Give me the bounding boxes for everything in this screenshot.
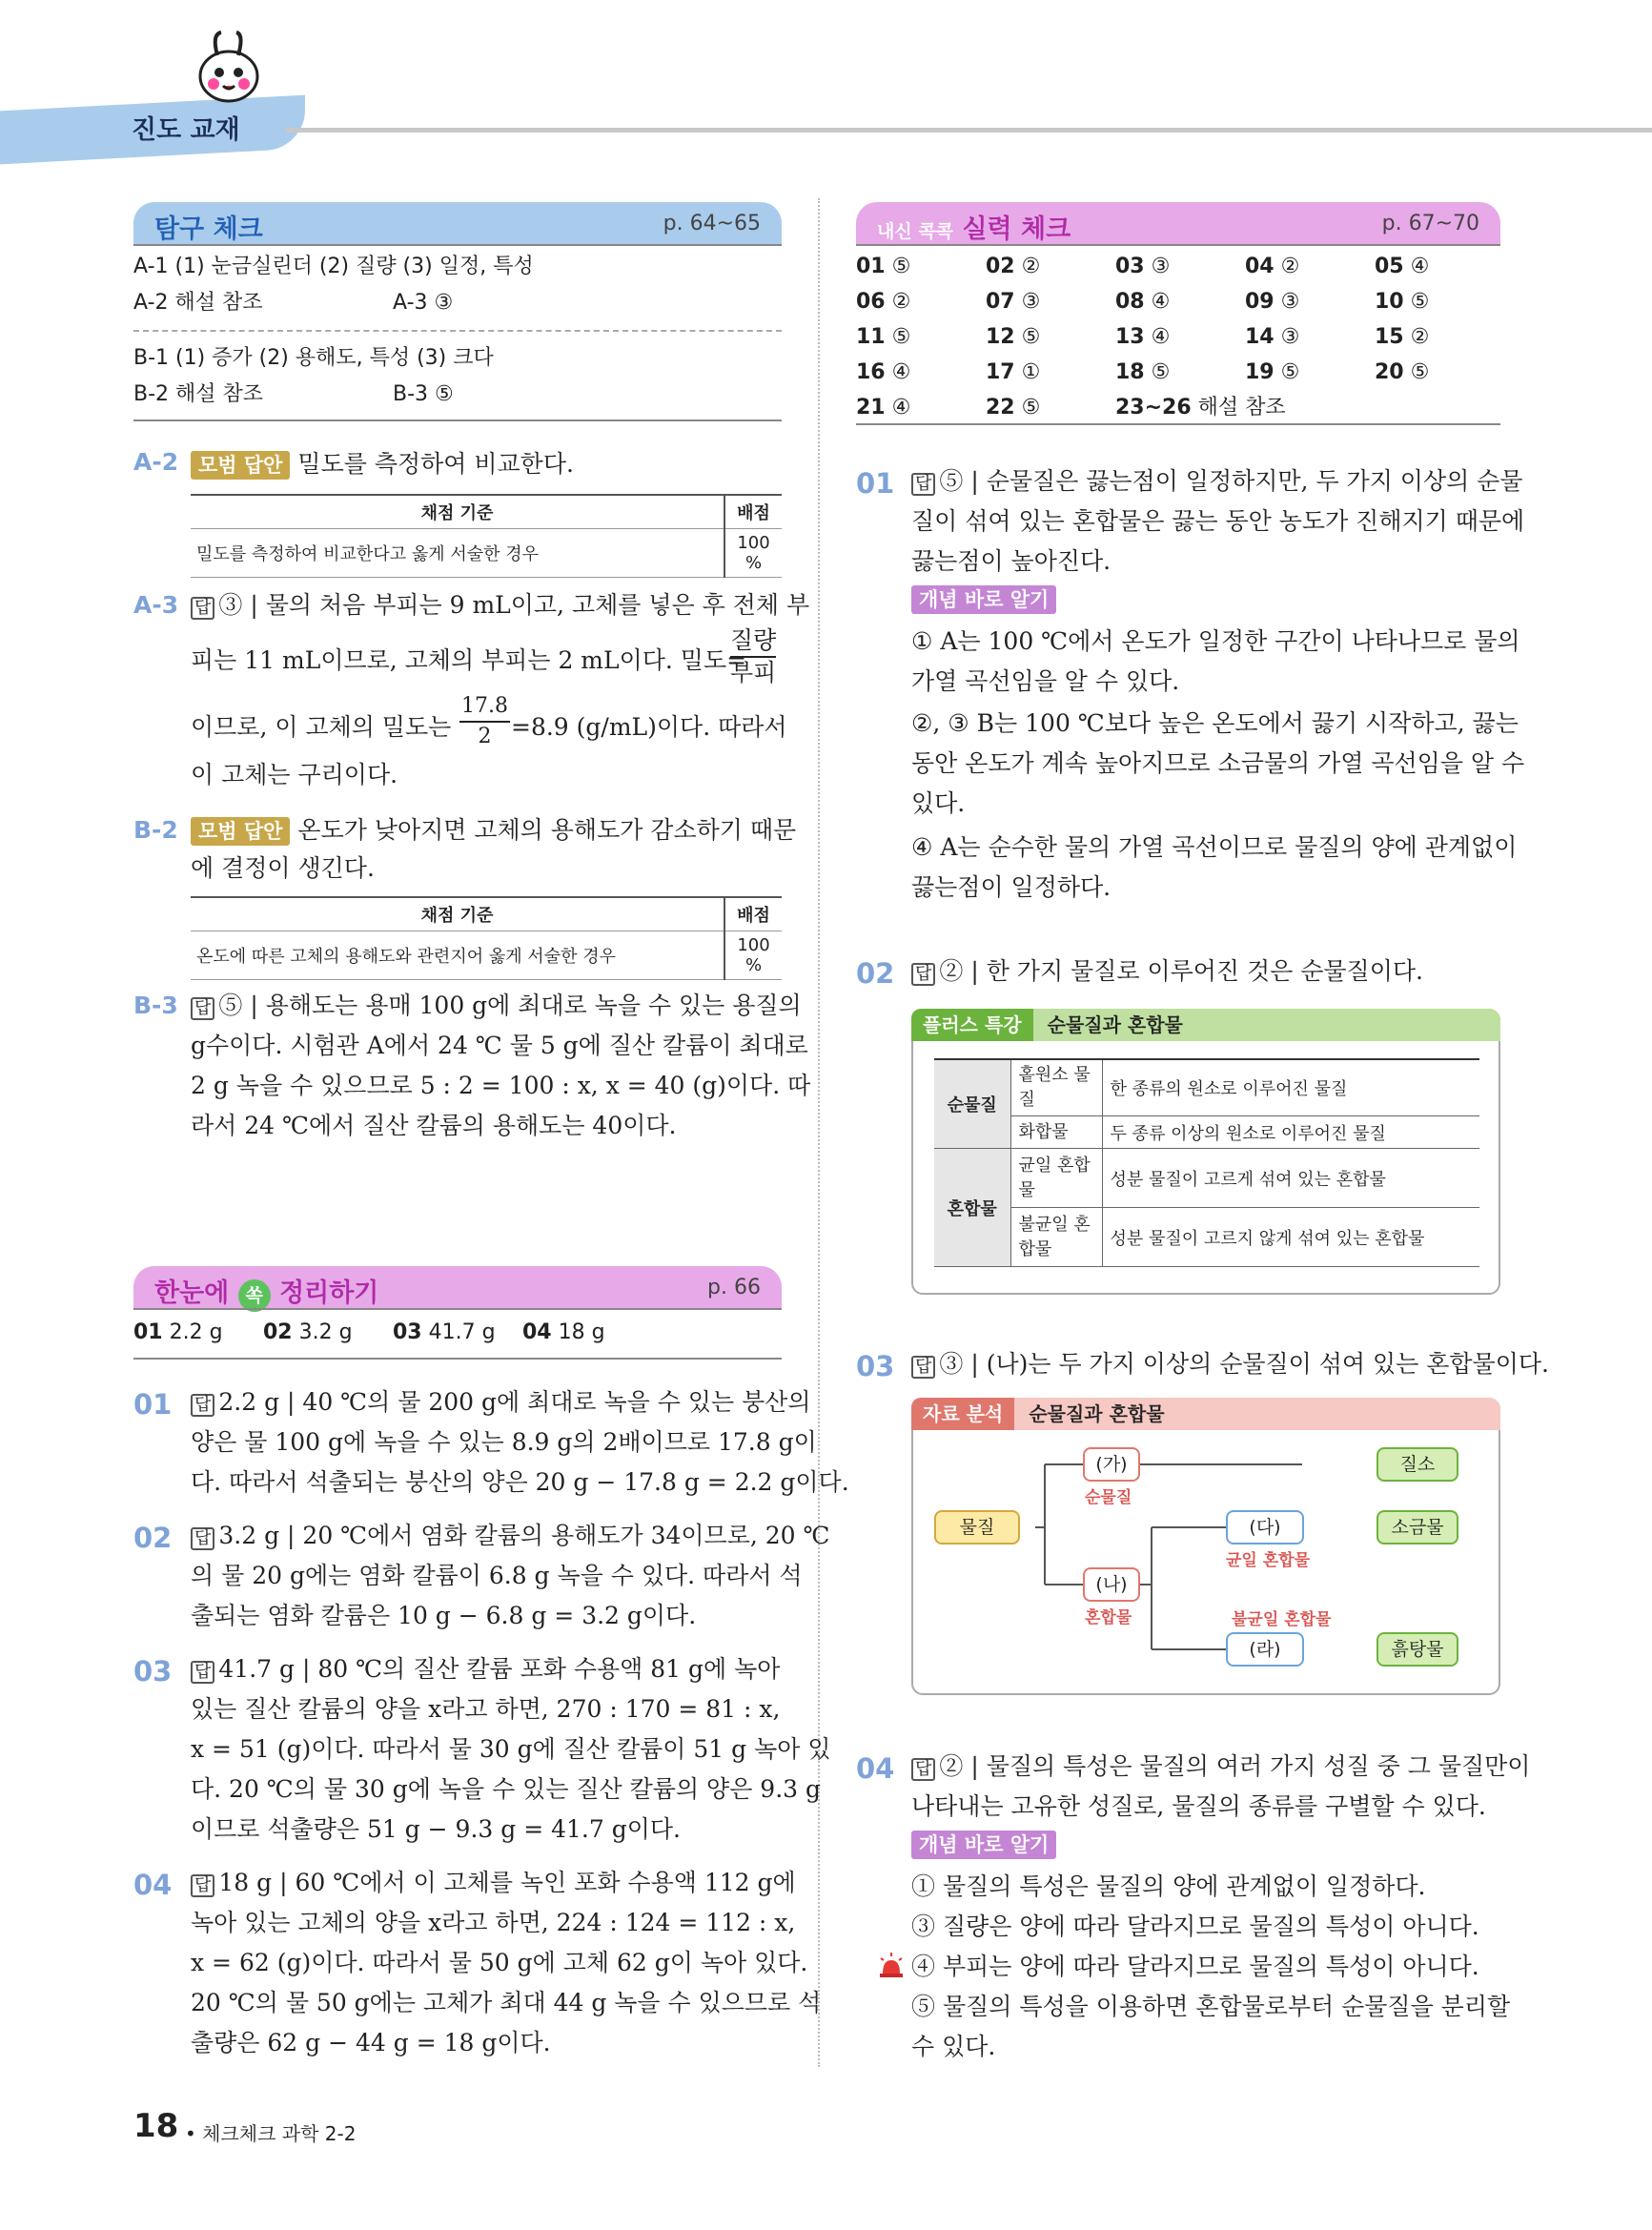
skill-answer (1115, 391, 1286, 425)
skill-answer-val: ⑤ (1021, 325, 1041, 349)
skill-answer-num: 14 (1245, 325, 1275, 349)
node-substance: 물질 (934, 1510, 1020, 1545)
answer-mark: 답 (191, 597, 214, 620)
r01-line: 끓는점이 높아진다. (911, 547, 1112, 575)
skill-answer (1375, 285, 1429, 319)
question-number: B-3 (133, 992, 178, 1019)
b3-text: ⑤ | 용해도는 용매 100 g에 최대로 녹을 수 있는 용질의 (218, 992, 802, 1019)
summary-q-text: 3.2 g | 20 ℃에서 염화 칼륨의 용해도가 34이므로, 20 ℃ (218, 1522, 830, 1549)
skill-answer (1115, 356, 1170, 390)
skill-answer-val: ⑤ (1151, 360, 1171, 384)
summary-title-part: 정리하기 (279, 1279, 379, 1308)
skill-answer-num: 06 (856, 290, 886, 314)
summary-q-line: 의 물 20 g에는 염화 칼륨이 6.8 g 녹을 수 있다. 따라서 석 (191, 1562, 803, 1589)
score-value: 100 % (724, 931, 782, 980)
skill-title (877, 208, 1071, 245)
skill-answer-num: 21 (856, 396, 886, 419)
skill-answer-num: 04 (1245, 255, 1275, 278)
summary-q-line: x = 51 (g)이다. 따라서 물 30 g에 질산 칼륨이 51 g 녹아 있 (191, 1735, 831, 1763)
concept-badge (911, 585, 1056, 614)
summary-answer-val: 18 g (558, 1320, 605, 1344)
plus-desc: 성분 물질이 고르게 섞여 있는 혼합물 (1102, 1149, 1479, 1208)
skill-answer-num: 23~26 (1115, 396, 1192, 419)
skill-answer-val: ③ (1280, 290, 1300, 314)
answer-mark: 답 (191, 1527, 214, 1550)
summary-pages: p. 66 (707, 1276, 761, 1299)
skill-answer-num: 05 (1375, 255, 1404, 278)
summary-rule (133, 1308, 782, 1310)
fraction-bottom: 2 (478, 725, 492, 748)
footer-book-title: 체크체크 과학 2-2 (202, 2122, 357, 2145)
skill-answer-val: ② (1410, 325, 1430, 349)
concept-badge (911, 1831, 1056, 1859)
skill-bar (856, 202, 1500, 244)
skill-answer-val: ③ (1021, 290, 1041, 314)
summary-q-text: 41.7 g | 80 ℃의 질산 칼륨 포화 수용액 81 g에 녹아 (218, 1655, 781, 1683)
r01-note: ④ A는 순수한 물의 가열 곡선이므로 물질의 양에 관계없이 (911, 833, 1518, 861)
skill-answer-val: ② (1021, 255, 1041, 278)
skill-answer-val: 해설 참조 (1197, 396, 1286, 419)
node-ga: (가) (1083, 1447, 1140, 1482)
summary-title-part: 한눈에 (154, 1279, 230, 1308)
skill-rule (856, 244, 1500, 246)
skill-answer-val: ⑤ (1410, 290, 1430, 314)
question-number: 04 (856, 1752, 895, 1785)
question-number: 02 (133, 1522, 173, 1554)
b2-text: 온도가 낮아지면 고체의 용해도가 감소하기 때문 (297, 816, 797, 844)
summary-answer-num: 04 (522, 1320, 552, 1344)
summary-q-line: 다. 20 ℃의 물 30 g에 녹을 수 있는 질산 칼륨의 양은 9.3 g (191, 1775, 822, 1803)
skill-answer-num: 03 (1115, 255, 1145, 278)
skill-answer (1375, 250, 1429, 284)
plus-cat: 혼합물 (934, 1149, 1010, 1267)
a3-text: 피는 11 mL이므로, 고체의 부피는 2 mL이다. 밀도= (191, 646, 747, 674)
summary-answer (133, 1316, 223, 1350)
skill-answer-val: ④ (1151, 290, 1171, 314)
question-number: B-2 (133, 816, 178, 844)
caption-homogeneous: 균일 혼합물 (1226, 1551, 1311, 1570)
answer-mark: 답 (191, 1394, 214, 1417)
question-number: 03 (133, 1655, 173, 1688)
question-number: A-3 (133, 591, 179, 619)
score-header: 채점 기준 (191, 495, 724, 529)
skill-answer (986, 356, 1040, 390)
plus-sub: 화합물 (1010, 1116, 1102, 1149)
skill-answer (1115, 250, 1170, 284)
r01-note: ②, ③ B는 100 ℃보다 높은 온도에서 끓기 시작하고, 끓는 (911, 709, 1519, 737)
skill-answer-num: 08 (1115, 290, 1145, 314)
skill-answer-num: 20 (1375, 360, 1404, 384)
r04-line: 나타내는 고유한 성질로, 물질의 종류를 구별할 수 있다. (911, 1792, 1486, 1820)
r04-line (911, 1747, 1530, 1787)
b3-line: 2 g 녹을 수 있으므로 5 : 2 = 100 : x, x = 40 (g)이다. 따 (191, 1072, 811, 1099)
skill-answer-val: ⑤ (891, 325, 911, 349)
summary-q-line: 있는 질산 칼륨의 양을 x라고 하면, 270 : 170 = 81 : x, (191, 1695, 781, 1723)
summary-answer (263, 1316, 353, 1350)
skill-answer-val: ④ (891, 396, 911, 419)
b3-line: 라서 24 ℃에서 질산 칼륨의 용해도는 40이다. (191, 1112, 677, 1139)
node-muddy-water: 흙탕물 (1377, 1632, 1458, 1667)
score-header: 채점 기준 (191, 897, 724, 931)
skill-answer-val: ④ (891, 360, 911, 384)
fraction-bottom: 부피 (730, 659, 777, 686)
b3-line: g수이다. 시험관 A에서 24 ℃ 물 5 g에 질산 칼륨이 최대로 (191, 1032, 808, 1059)
summary-q-line: 이므로 석출량은 51 g − 9.3 g = 41.7 g이다. (191, 1815, 681, 1843)
skill-answer-val: ⑤ (891, 255, 911, 278)
summary-q-line (191, 1863, 796, 1903)
skill-rule (856, 423, 1500, 425)
skill-answer-num: 22 (986, 396, 1015, 419)
skill-answer-num: 07 (986, 290, 1015, 314)
page-number: 18 (133, 2107, 179, 2145)
skill-answer-num: 19 (1245, 360, 1275, 384)
skill-answer-val: ⑤ (1410, 360, 1430, 384)
skill-answer-num: 12 (986, 325, 1015, 349)
tamgu-line: B-3 ⑤ (393, 382, 454, 406)
skill-answer-num: 13 (1115, 325, 1145, 349)
tamgu-title: 탐구 체크 (154, 215, 263, 244)
a3-line (191, 755, 398, 795)
skill-answer (1245, 250, 1299, 284)
summary-answer-num: 03 (393, 1320, 422, 1344)
summary-q-line: x = 62 (g)이다. 따라서 물 50 g에 고체 62 g이 녹아 있다. (191, 1949, 808, 1976)
r01-note: ① A는 100 ℃에서 온도가 일정한 구간이 나타나므로 물의 (911, 627, 1520, 655)
plus-header (911, 1009, 1500, 1041)
tamgu-rule (133, 419, 782, 421)
answer-mark: 답 (191, 1661, 214, 1684)
summary-answer-num: 02 (263, 1320, 293, 1344)
header-rule (286, 128, 1652, 133)
question-number: A-2 (133, 448, 179, 476)
node-na: (나) (1083, 1567, 1140, 1602)
skill-answer-val: ⑤ (1021, 396, 1041, 419)
plus-desc: 성분 물질이 고르지 않게 섞여 있는 혼합물 (1102, 1208, 1479, 1267)
skill-title-small: 내신 콕콕 (877, 221, 954, 242)
caption-pure: 순물질 (1085, 1488, 1132, 1507)
diagram-tag: 자료 분석 (911, 1398, 1014, 1430)
skill-answer-val: ④ (1151, 325, 1171, 349)
r01-note: 있다. (911, 789, 966, 817)
skill-answer (1115, 320, 1170, 355)
summary-answer (393, 1316, 496, 1350)
summary-q-text: 2.2 g | 40 ℃의 물 200 g에 최대로 녹을 수 있는 붕산의 (218, 1388, 811, 1416)
summary-q-line (191, 1649, 780, 1689)
r02-text: ② | 한 가지 물질로 이루어진 것은 순물질이다. (939, 957, 1423, 985)
r03-line (911, 1344, 1549, 1384)
skill-answer-val: ③ (1151, 255, 1171, 278)
plus-sub: 홑원소 물질 (1010, 1059, 1102, 1116)
summary-title (154, 1272, 378, 1312)
tamgu-line: B-2 해설 참조 (133, 382, 264, 406)
tamgu-line: A-1 (1) 눈금실린더 (2) 질량 (3) 일정, 특성 (133, 255, 534, 278)
model-answer-badge: 모범 답안 (191, 817, 290, 846)
tamgu-divider (133, 330, 782, 332)
tamgu-line: A-2 해설 참조 (133, 291, 263, 315)
skill-answer (1115, 285, 1170, 319)
skill-answer (856, 250, 910, 284)
answer-mark: 답 (911, 963, 935, 986)
summary-q-line: 출되는 염화 칼륨은 10 g − 6.8 g = 3.2 g이다. (191, 1602, 697, 1629)
skill-answer (1375, 320, 1429, 355)
plus-sub: 균일 혼합물 (1010, 1149, 1102, 1208)
r01-text: ⑤ | 순물질은 끓는점이 일정하지만, 두 가지 이상의 순물 (939, 467, 1523, 495)
fraction-top: 질량 (730, 625, 776, 658)
r04-note: ⑤ 물질의 특성을 이용하면 혼합물로부터 순물질을 분리할 (911, 1993, 1511, 2020)
skill-answer (1245, 285, 1299, 319)
summary-q-line: 20 ℃의 물 50 g에는 고체가 최대 44 g 녹을 수 있으므로 석 (191, 1989, 822, 2016)
r04-note: ③ 질량은 양에 따라 달라지므로 물질의 특성이 아니다. (911, 1913, 1479, 1940)
model-answer-badge: 모범 답안 (191, 451, 290, 480)
skill-answer (1245, 320, 1299, 355)
skill-pages: p. 67~70 (1381, 212, 1479, 235)
summary-q-line (191, 1382, 811, 1422)
r04-note: 수 있다. (911, 2033, 996, 2060)
skill-answer-val: ④ (1410, 255, 1430, 278)
b2-score-table (191, 896, 782, 980)
summary-bar (133, 1266, 782, 1308)
summary-q-line: 출량은 62 g − 44 g = 18 g이다. (191, 2029, 551, 2056)
r02-line (911, 951, 1423, 992)
a3-line (191, 585, 809, 625)
node-nitrogen: 질소 (1377, 1447, 1458, 1482)
a3-text: ③ | 물의 처음 부피는 9 mL이고, 고체를 넣은 후 전체 부 (218, 591, 810, 619)
r01-line (911, 461, 1523, 501)
summary-q-line: 다. 따라서 석출되는 붕산의 양은 20 g − 17.8 g = 2.2 g이다. (191, 1468, 849, 1496)
skill-answer-num: 18 (1115, 360, 1145, 384)
skill-answer (986, 250, 1040, 284)
skill-answer (986, 320, 1040, 355)
r01-note: 동안 온도가 계속 높아지므로 소금물의 가열 곡선임을 알 수 (911, 749, 1525, 777)
skill-answer-num: 09 (1245, 290, 1275, 314)
node-saltwater: 소금물 (1377, 1510, 1458, 1545)
caption-heterogeneous: 불균일 혼합물 (1232, 1610, 1332, 1629)
tamgu-rule (133, 244, 782, 246)
plus-title: 순물질과 혼합물 (1047, 1013, 1183, 1036)
concept-badge-label: 개념 바로 알기 (911, 585, 1056, 614)
answer-mark: 답 (911, 1356, 935, 1379)
score-criterion: 온도에 따른 고체의 용해도와 관련지어 옳게 서술한 경우 (191, 931, 724, 980)
b3-line (191, 986, 802, 1026)
skill-answer-val: ② (891, 290, 911, 314)
plus-desc: 한 종류의 원소로 이루어진 물질 (1102, 1059, 1479, 1116)
answer-mark: 답 (191, 997, 214, 1020)
r04-note: ④ 부피는 양에 따라 달라지므로 물질의 특성이 아니다. (911, 1953, 1479, 1980)
footer-book: • 체크체크 과학 2-2 (185, 2122, 357, 2145)
summary-answer (522, 1316, 605, 1350)
summary-answer-num: 01 (133, 1320, 163, 1344)
skill-answer-val: ⑤ (1280, 360, 1300, 384)
summary-q-line (191, 1516, 829, 1556)
score-criterion: 밀도를 측정하여 비교한다고 옳게 서술한 경우 (191, 529, 724, 578)
b2-line (191, 810, 796, 850)
answer-mark: 답 (911, 1758, 935, 1781)
a2-sentence: 밀도를 측정하여 비교한다. (297, 450, 574, 478)
node-da: (다) (1226, 1510, 1304, 1545)
diagram-title: 순물질과 혼합물 (1029, 1402, 1165, 1425)
fraction-top: 17.8 (459, 692, 510, 723)
node-ra: (라) (1226, 1632, 1304, 1667)
skill-answer (856, 320, 910, 355)
question-number: 03 (856, 1350, 895, 1382)
summary-rule (133, 1358, 782, 1360)
concept-badge-label: 개념 바로 알기 (911, 1831, 1056, 1859)
skill-answer-num: 01 (856, 255, 886, 278)
a3-line (191, 641, 746, 681)
score-header: 배점 (724, 495, 782, 529)
skill-answer-num: 02 (986, 255, 1015, 278)
diagram-header (911, 1398, 1500, 1430)
question-number: 04 (133, 1869, 173, 1901)
answer-mark: 답 (911, 473, 935, 496)
skill-answer (856, 391, 910, 425)
a3-text: 이 고체는 구리이다. (191, 761, 398, 788)
summary-q-line: 녹아 있는 고체의 양을 x라고 하면, 224 : 124 = 112 : x, (191, 1909, 796, 1936)
b2-line (191, 849, 375, 889)
density-fraction (730, 625, 776, 688)
plus-tag: 플러스 특강 (911, 1009, 1033, 1041)
r01-note: 끓는점이 일정하다. (911, 873, 1112, 901)
a2-score-table (191, 494, 782, 578)
summary-answer-val: 2.2 g (169, 1320, 223, 1344)
caption-mixture: 혼합물 (1085, 1608, 1132, 1627)
skill-answer-num: 10 (1375, 290, 1404, 314)
r01-line: 질이 섞여 있는 혼합물은 끓는 동안 농도가 진해지기 때문에 (911, 507, 1525, 535)
skill-answer-num: 15 (1375, 325, 1404, 349)
r04-text: ② | 물질의 특성은 물질의 여러 가지 성질 중 그 물질만이 (939, 1752, 1531, 1780)
question-number: 01 (133, 1388, 173, 1421)
a2-text (191, 444, 574, 484)
skill-answer (856, 356, 910, 390)
plus-desc: 두 종류 이상의 원소로 이루어진 물질 (1102, 1116, 1479, 1149)
b2-text: 에 결정이 생긴다. (191, 854, 375, 882)
skill-answer-val: ③ (1280, 325, 1300, 349)
tamgu-line: A-3 ③ (393, 291, 454, 315)
summary-q-text: 18 g | 60 ℃에서 이 고체를 녹인 포화 수용액 112 g에 (218, 1869, 796, 1896)
skill-answer (986, 285, 1040, 319)
a3-line (191, 707, 451, 747)
plus-sub: 불균일 혼합물 (1010, 1208, 1102, 1267)
header-label: 진도 교재 (132, 115, 240, 145)
skill-answer (986, 391, 1040, 425)
r01-note: 가열 곡선임을 알 수 있다. (911, 667, 1180, 695)
answer-mark: 답 (191, 1874, 214, 1897)
tamgu-pages: p. 64~65 (663, 212, 761, 235)
summary-answer-val: 41.7 g (428, 1320, 496, 1344)
a3-line (511, 707, 787, 747)
summary-answer-val: 3.2 g (298, 1320, 353, 1344)
tamgu-line: B-1 (1) 증가 (2) 용해도, 특성 (3) 크다 (133, 346, 494, 370)
ssuk-badge: 쏙 (238, 1279, 271, 1312)
skill-answer (1245, 356, 1299, 390)
skill-answer-val: ② (1280, 255, 1300, 278)
plus-cat: 순물질 (934, 1059, 1010, 1149)
alarm-icon (877, 1951, 906, 1979)
skill-answer-num: 17 (986, 360, 1015, 384)
skill-title-main: 실력 체크 (962, 215, 1071, 244)
tamgu-bar (133, 202, 782, 244)
score-header: 배점 (724, 897, 782, 931)
skill-answer-num: 16 (856, 360, 886, 384)
question-number: 01 (856, 467, 895, 500)
skill-answer-val: ① (1021, 360, 1041, 384)
density-fraction (459, 692, 510, 751)
mascot-icon (189, 29, 269, 109)
score-value: 100 % (724, 529, 782, 578)
a3-text: 이므로, 이 고체의 밀도는 (191, 713, 452, 741)
a3-text: =8.9 (g/mL)이다. 따라서 (511, 713, 787, 741)
r04-note: ① 물질의 특성은 물질의 양에 관계없이 일정하다. (911, 1872, 1426, 1900)
skill-answer-num: 11 (856, 325, 886, 349)
question-number: 02 (856, 957, 895, 990)
skill-answer (856, 285, 910, 319)
r03-text: ③ | (나)는 두 가지 이상의 순물질이 섞여 있는 혼합물이다. (939, 1350, 1549, 1378)
plus-table (934, 1058, 1479, 1267)
skill-answer (1375, 356, 1429, 390)
summary-q-line: 양은 물 100 g에 녹을 수 있는 8.9 g의 2배이므로 17.8 g이 (191, 1428, 817, 1456)
